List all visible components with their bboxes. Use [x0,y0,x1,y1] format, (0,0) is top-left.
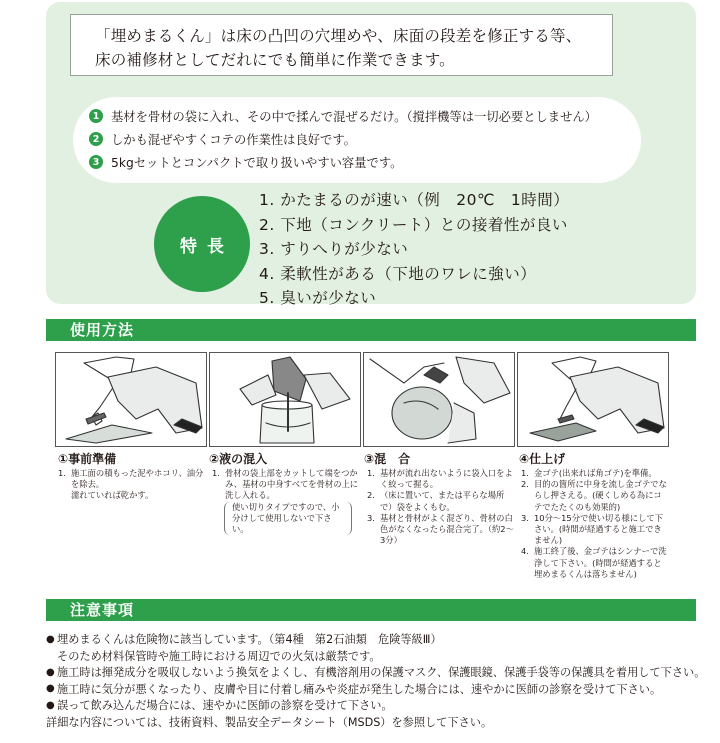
step-3-title: ③混 合 [364,452,411,466]
usage-section-header: 使用方法 [46,319,696,341]
step-number: 3. [367,512,375,523]
step-4-title: ④仕上げ [519,452,566,466]
caution-footer: 詳細な内容については、技術資料、製品安全データシート（MSDS）を参照して下さい。 [46,715,493,729]
caution-text: 誤って飲み込んだ場合には、速やかに医師の診察を受けて下さい。 [57,699,393,713]
features-list [259,188,569,311]
caution-item-continued [46,648,706,665]
caution-list [46,631,706,730]
step-3-instructions [367,468,515,546]
step-number: 1. [212,468,220,478]
features-badge: 特長 [154,196,250,292]
step-text: 10分～15分で使い切る様にして下さい。(時間が経過すると施工できません) [534,512,663,546]
step-1-illustration [55,352,207,447]
step-text: 金ゴテ(出来れば角ゴテ)を準備。 [534,468,657,478]
kneading-bag-illustration [364,353,514,446]
intro-line-2: 床の補修材としてだれにでも簡単に作業できます。 [95,51,455,69]
caution-text: 埋めまるくんは危険物に該当しています。（第4種 第2石油類 危険等級Ⅲ） [57,633,442,647]
feature-item: 2. 下地（コンクリート）との接着性が良い [259,215,568,234]
step-text: 施工終了後、金ゴテはシンナーで洗浄して下さい。(時間が経過すると埋めまるくんは落ちません) [534,546,667,579]
key-point [89,152,402,172]
number-badge: 2 [89,132,103,146]
step-number: 1. [367,468,375,478]
step-text: 骨材の袋上部をカットして端をつかみ、基材の中身すべてを骨材の上に洗し入れる。 [225,468,359,501]
bullet: ● [46,666,55,678]
key-point-text: 基材を骨材の袋に入れ、その中で揉んで混ぜるだけ。（撹拌機等は一切必要としません） [111,110,597,124]
caution-item [46,681,706,698]
caution-item [46,631,706,648]
step-bracket-note: 使い切りタイプですので、小分けして使用しないで下さい。 [224,502,352,536]
step-number: 1. [58,468,66,478]
feature-item: 4. 柔軟性がある（下地のワレに強い） [259,264,537,283]
key-point-text: しかも混ぜやすくコテの作業性は良好です。 [111,133,356,147]
worker-cleaning-floor-illustration [56,353,206,446]
bullet: ● [46,633,55,645]
step-text: 施工面の積もった泥やホコリ、油分を除去。 [71,468,204,490]
feature-item: 3. すりへりが少ない [259,240,409,258]
step-text: （床に置いて、または平らな場所で）袋をよくもむ。 [380,490,505,512]
step-2-title: ②液の混入 [209,452,268,466]
step-4-illustration [517,352,669,447]
step-number: 2. [521,479,529,490]
feature-item: 5. 臭いが少ない [259,289,377,307]
feature-item: 1. かたまるのが速い（例 20℃ 1時間） [259,191,570,209]
key-points-box [73,97,641,183]
step-1-title: ①事前準備 [58,452,117,466]
step-4-instructions [521,468,669,580]
bullet: ● [46,683,55,695]
step-3-illustration [363,352,515,447]
bullet: ● [46,699,55,711]
step-2-illustration [209,352,361,447]
trowel-finishing-illustration [518,353,668,446]
step-text: 目的の箇所に中身を流し金ゴテでならし押さえる。(硬くしめる為にコテでたたくのも効果的) [534,479,667,512]
intro-box [70,14,613,76]
caution-section-header: 注意事項 [46,599,696,621]
step-text: 基材が流れ出ないように袋入口をよく絞って握る。 [380,468,513,490]
key-point [89,129,356,149]
number-badge: 1 [89,109,103,123]
key-point [89,106,597,126]
step-text: 基材と骨材がよく混ざり、骨材の白色がなくなったら混合完了。（約2～3分） [380,512,514,546]
step-number: 2. [367,490,375,501]
caution-text: 施工時は揮発成分を吸収しないよう換気をよくし、有機溶剤用の保護マスク、保護眼鏡、保護手袋等の保護具を着用して下さい。 [57,666,706,680]
caution-text: そのため材料保管時や施工時における周辺での火気は厳禁です。 [57,649,381,663]
step-number: 3. [521,512,529,523]
step-1-instructions [58,468,206,502]
step-number: 4. [521,546,529,557]
step-extra-note: 濡れていれば乾かす。 [71,490,154,501]
caution-item [46,697,706,714]
step-2-instructions [212,468,360,535]
key-point-text: 5kgセットとコンパクトで取り扱いやすい容量です。 [111,156,403,170]
step-number: 1. [521,468,529,478]
pouring-liquid-illustration [210,353,360,446]
number-badge: 3 [89,155,103,169]
intro-line-1: 「埋めまるくん」は床の凸凹の穴埋めや、床面の段差を修正する等、 [95,27,582,45]
caution-text: 施工時に気分が悪くなったり、皮膚や目に付着し痛みや炎症が発生した場合には、速やかに医師の診察を受けて下さい。 [57,682,662,696]
caution-item [46,664,706,681]
